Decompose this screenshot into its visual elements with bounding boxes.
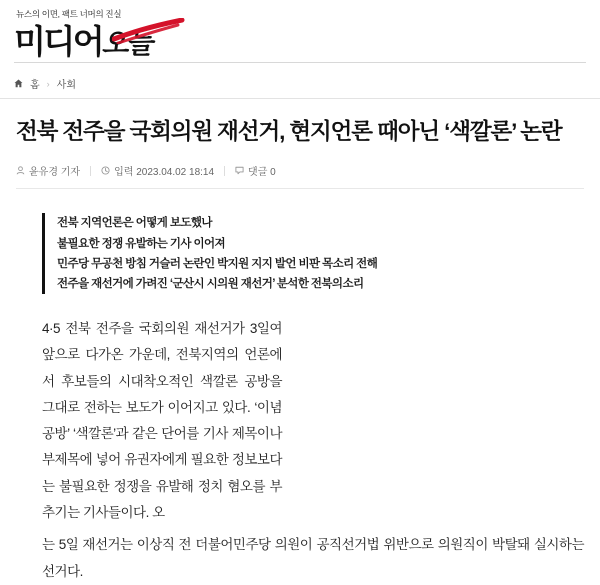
byline-date <box>101 163 214 178</box>
byline-author[interactable] <box>16 163 80 178</box>
site-logo[interactable] <box>14 22 586 58</box>
chevron-right-icon: › <box>46 78 50 89</box>
breadcrumb-item-home[interactable]: 홈 <box>30 80 40 91</box>
list-item: 전북 지역언론은 어떻게 보도했나 <box>57 217 212 230</box>
byline-date-text: 입력 2023.04.02 18:14 <box>114 167 215 179</box>
breadcrumb-item-society[interactable]: 사회 <box>56 80 76 91</box>
byline <box>0 147 600 188</box>
comment-icon <box>235 166 244 175</box>
site-logo-main-text: 미디어 <box>14 23 103 60</box>
byline-divider-1 <box>90 166 91 176</box>
list-item: 민주당 무공천 방침 거슬러 논란인 박지원 지지 발언 비판 목소리 전해 <box>57 257 378 270</box>
byline-author-name: 윤유경 기자 <box>29 167 81 179</box>
article-paragraph: 는 5일 재선거는 이상직 전 더불어민주당 의원이 공직선거법 위반으로 의원직이 박탈돼 실시하는 선거다. <box>42 537 584 579</box>
page-title: 전북 전주을 국회의원 재선거, 현지언론 때아닌 ‘색깔론’ 논란 <box>16 119 562 144</box>
article-summary <box>42 213 584 294</box>
masthead-divider <box>14 62 586 63</box>
site-tagline: 뉴스의 이면, 팩트 너머의 진실 <box>16 9 122 19</box>
byline-comment-count: 댓글 0 <box>248 167 276 179</box>
byline-divider-rule <box>16 188 584 189</box>
list-item: 불필요한 정쟁 유발하는 기사 이어져 <box>57 237 226 250</box>
clock-icon <box>101 166 110 175</box>
person-icon <box>16 166 25 175</box>
byline-divider-2 <box>224 166 225 176</box>
summary-list <box>57 213 584 294</box>
article-body-column <box>42 316 282 527</box>
byline-comments[interactable] <box>235 163 276 178</box>
site-masthead <box>0 0 600 69</box>
breadcrumb <box>0 69 600 99</box>
article-paragraph: 4·5 전북 전주을 국회의원 재선거가 3일여 앞으로 다가온 가운데, 전북지역의 언론에서 후보들의 시대착오적인 색깔론 공방을 그대로 전하는 보도가 이어지고 있다. ‘이념 공방’ ‘색깔론’과 같은 단어를 기사 제목이나 부제목에 넣어 유권자에게 필요한 정보보다는 불필요한 정쟁을 유발해 정치 혐오를 부추기는 기사들이다. 오 <box>42 320 282 521</box>
site-logo-accent-text: 오늘 <box>101 28 156 59</box>
home-icon[interactable] <box>14 79 23 88</box>
list-item: 전주을 재선거에 가려진 ‘군산시 시의원 재선거’ 분석한 전북의소리 <box>57 277 364 290</box>
article-body-continuation <box>42 532 584 585</box>
